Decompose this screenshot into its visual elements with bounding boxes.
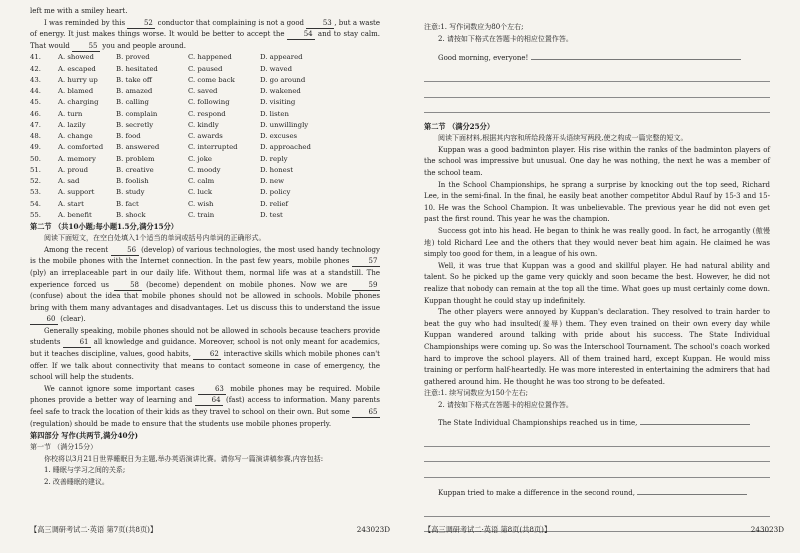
answer-option[interactable]: C. happened xyxy=(188,53,232,62)
question-number: 54. xyxy=(30,199,41,208)
story-paragraph: Kuppan was a good badminton player. His rise within the ranks of the badminton players of the school was impressive but unusual. One day he was nothing, the next he was a member of the school team. xyxy=(424,145,770,178)
passage-text: (develop) of various technologies, the most used handy technology is the mobile phones with the Internet connection. In the past few years, mobile phones xyxy=(30,245,380,266)
answer-option[interactable]: C. awards xyxy=(188,132,223,141)
answer-option[interactable]: B. shock xyxy=(116,210,146,219)
question-number: 46. xyxy=(30,109,41,118)
blank-54[interactable]: 54 xyxy=(287,30,315,40)
answer-option[interactable]: D. test xyxy=(260,210,283,219)
writing-line[interactable] xyxy=(424,431,770,447)
writing-line[interactable] xyxy=(424,501,770,517)
answer-option[interactable]: C. kindly xyxy=(188,120,219,129)
answer-option[interactable]: A. start xyxy=(58,199,84,208)
part4-title: 第四部分 写作(共两节,满分40分) xyxy=(30,431,139,441)
answer-option[interactable]: D. approached xyxy=(260,143,311,152)
passage-text: , but a waste of energy. It just makes things worse. It would be better to accept the xyxy=(30,18,381,39)
question-number: 48. xyxy=(30,132,41,141)
section2-instruction: 阅读下面短文，在空白处填入1个适当的单词或括号内单词的正确形式。 xyxy=(44,234,266,243)
passage-text: (confuse) about the idea that mobile phones should not be allowed in schools. Mobile phones bring with them many advantages and disadvantages. Let us discuss this to understand the issue xyxy=(30,292,380,312)
section2-instruction: 阅读下面材料,根据其内容和所给段落开头语续写两段,使之构成一篇完整的短文。 xyxy=(438,134,688,143)
answer-option[interactable]: C. paused xyxy=(188,64,223,73)
writing-task: 你校将以3月21日世界睡眠日为主题,举办英语演讲比赛。请你写一篇演讲稿参赛,内容包括: xyxy=(44,454,324,463)
story-paragraph: Success got into his head. He began to think he was really good. In fact, he arrogantly (傲慢地) told Richard Lee and the others that they would never beat him again. He claimed he was simply too good for them, in a league of his own. xyxy=(424,227,770,259)
answer-option[interactable]: D. excuses xyxy=(260,132,298,141)
continuation-start-1: The State Individual Championships reached us in time, xyxy=(424,416,770,430)
section1-title: 第一节 （满分15分） xyxy=(30,443,98,452)
note-continue-count: 注意:1. 续写词数应为150个左右; xyxy=(424,389,528,398)
blank-65[interactable]: 65 xyxy=(352,408,380,418)
answer-option[interactable]: D. policy xyxy=(260,188,291,197)
answer-option[interactable]: B. foolish xyxy=(116,177,149,186)
answer-option[interactable]: D. unwillingly xyxy=(260,120,309,129)
continuation-start-2: Kuppan tried to make a difference in the second round, xyxy=(424,486,770,500)
answer-option[interactable]: B. secretly xyxy=(116,120,154,129)
answer-option[interactable]: D. go around xyxy=(260,75,306,84)
passage-text: (regulation) should be made to ensure that the students use mobile phones properly. xyxy=(30,419,332,428)
question-number: 43. xyxy=(30,75,41,84)
passage-text: interactive skills which mobile phones can't offer. If we talk about connectivity that means to contact someone in case of emergency, the school will help the students. xyxy=(30,350,380,382)
writing-line[interactable] xyxy=(424,67,770,83)
answer-option[interactable]: B. complain xyxy=(116,109,158,118)
intro-line: left me with a smiley heart. xyxy=(30,7,128,15)
blank-62[interactable]: 62 xyxy=(193,350,221,360)
writing-area-1[interactable] xyxy=(424,67,770,114)
blank-58[interactable]: 58 xyxy=(114,281,142,291)
answer-option[interactable]: D. listen xyxy=(260,109,289,118)
passage-text: I was reminded by this xyxy=(44,18,128,27)
answer-option[interactable]: C. moody xyxy=(188,165,221,174)
answer-option[interactable]: D. wakened xyxy=(260,87,301,96)
note-word-count: 注意:1. 写作词数应为80个左右; xyxy=(424,23,524,31)
question-number: 41. xyxy=(30,53,41,62)
answer-option[interactable]: C. luck xyxy=(188,188,213,197)
passage-text: (clear). xyxy=(58,315,86,324)
passage-text: mobile phones may be required. Mobile phones provide a better way of learning and xyxy=(30,384,380,405)
story-paragraph: In the School Championships, he sprang a surprise by knocking out the top seed, Richard Lee, in the semi-final. In the final, he easily beat another competitor Abdul Rauf by 15-3 and 15-10. He was the School Champion. It was unbelievable. The previous year he did not even get past the first round. This year he was the champion. xyxy=(424,180,770,224)
answer-option[interactable]: B. study xyxy=(116,188,145,197)
passage-text: and to stay calm. That would xyxy=(30,30,380,50)
passage-text: all knowledge and guidance. Moreover, school is not only meant for academics, but it teaches discipline, values, good habits, xyxy=(30,338,380,359)
blank-61[interactable]: 61 xyxy=(63,338,91,348)
blank-63[interactable]: 63 xyxy=(198,385,226,395)
blank-59[interactable]: 59 xyxy=(352,281,380,291)
question-number: 49. xyxy=(30,143,41,152)
blank-55[interactable]: 55 xyxy=(72,42,100,52)
answer-option[interactable]: C. saved xyxy=(188,87,218,96)
passage-text: (ply) an irreplaceable part in our daily life. Without them, normal life was at a standstill. The experience forced us xyxy=(30,268,380,289)
answer-option[interactable]: B. take off xyxy=(116,75,152,84)
answer-option[interactable]: C. interrupted xyxy=(188,143,238,152)
footer-code: 243023D xyxy=(356,525,390,534)
passage-text: (fast) access to information. Many parents feel safe to track the location of their kids as they travel to school on their own. But some xyxy=(30,396,380,417)
passage-text: conductor that complaining is not a good xyxy=(155,18,307,27)
passage-paragraph-b xyxy=(30,326,380,384)
answer-option[interactable]: D. new xyxy=(260,177,285,186)
section2-title: 第二节 （满分25分） xyxy=(424,122,495,132)
question-number: 47. xyxy=(30,120,41,129)
answer-option[interactable]: B. proved xyxy=(116,53,150,62)
answer-option[interactable]: B. problem xyxy=(116,154,155,163)
answer-option[interactable]: A. comforted xyxy=(58,143,104,152)
answer-option[interactable]: D. honest xyxy=(260,165,294,174)
answer-option[interactable]: D. reply xyxy=(260,154,288,163)
answer-option[interactable]: A. showed xyxy=(58,53,94,62)
footer-title: 【高三调研考试二·英语 第8页(共8页)】 xyxy=(424,525,552,534)
answer-option[interactable]: A. proud xyxy=(58,165,89,174)
section2-title: 第二节 （共10小题;每小题1.5分,满分15分） xyxy=(30,222,178,232)
passage-paragraph-a xyxy=(30,245,380,326)
writing-line[interactable] xyxy=(424,447,770,463)
answer-option[interactable]: B. fact xyxy=(116,199,139,208)
answer-option[interactable]: A. change xyxy=(58,132,93,141)
story-paragraph: Well, it was true that Kuppan was a good and skillful player. He had natural ability and talent. So he picked up the game very quickly and soon became the best. However, he did not realize that nobody can remain at the top all the time. What goes up must certainly come down. Kuppan thought he could stay up indefinitely. xyxy=(424,261,770,305)
passage-text: We cannot ignore some important cases xyxy=(44,384,199,393)
blank-52[interactable]: 52 xyxy=(127,19,155,29)
intro-paragraph xyxy=(30,18,380,53)
writing-line[interactable] xyxy=(424,82,770,98)
answer-option[interactable]: A. benefit xyxy=(58,210,92,219)
writing-line[interactable] xyxy=(424,98,770,114)
question-number: 50. xyxy=(30,154,41,163)
writing-point-2: 2. 改善睡眠的建议。 xyxy=(44,478,109,486)
answer-option[interactable]: A. support xyxy=(58,188,95,197)
answer-option[interactable]: A. blamed xyxy=(58,87,94,96)
blank-56[interactable]: 56 xyxy=(111,246,139,256)
note-format: 2. 请按如下格式在答题卡的相应位置作答。 xyxy=(438,34,573,43)
question-number: 55. xyxy=(30,210,41,219)
blank-64[interactable]: 64 xyxy=(195,396,223,406)
story-paragraph: The other players were annoyed by Kuppan's declaration. They resolved to train harder to beat the guy who had insulted(羞辱) them. They even trained on their own every day while Kuppan wandered around talking with pride about his success. The State Individual Championships were coming up. So was the Interschool Tournament. The school's coach worked hard to improve the school players. All of them trained hard, except Kuppan. He would miss training or perform half-heartedly. He was more interested in entertaining the admirers that had gathered around him. He thought he was too strong to be defeated. xyxy=(424,308,770,386)
answer-option[interactable]: A. sad xyxy=(58,177,80,186)
passage-text: you and people around. xyxy=(100,41,186,50)
right-page xyxy=(400,0,800,553)
writing-line[interactable] xyxy=(531,51,741,60)
answer-option[interactable]: D. appeared xyxy=(260,53,303,62)
question-number: 44. xyxy=(30,87,41,96)
writing-point-1: 1. 睡眠与学习之间的关系; xyxy=(44,466,126,475)
right-footer xyxy=(424,525,784,535)
blank-53[interactable]: 53 xyxy=(306,19,334,29)
answer-option[interactable]: B. food xyxy=(116,132,141,141)
left-footer xyxy=(30,525,390,535)
answer-option[interactable]: A. hurry up xyxy=(58,75,98,84)
answer-option[interactable]: B. amazed xyxy=(116,87,153,96)
answer-option[interactable]: A. lazily xyxy=(58,120,86,129)
question-number: 42. xyxy=(30,64,41,73)
writing-line[interactable] xyxy=(424,462,770,478)
writing-line[interactable] xyxy=(637,486,747,495)
answer-option[interactable]: A. turn xyxy=(58,109,83,118)
writing-line[interactable] xyxy=(640,416,750,425)
question-number: 53. xyxy=(30,188,41,197)
answer-option[interactable]: C. joke xyxy=(188,154,212,163)
answer-option[interactable]: C. train xyxy=(188,210,215,219)
passage-paragraph-c xyxy=(30,384,380,430)
passage-text: (become) dependent on mobile phones. Now we are xyxy=(141,280,352,289)
answer-option[interactable]: C. respond xyxy=(188,109,226,118)
footer-code: 243023D xyxy=(750,525,784,534)
answer-option[interactable]: D. relief xyxy=(260,199,289,208)
answer-option[interactable]: B. creative xyxy=(116,165,154,174)
footer-title: 【高三调研考试二·英语 第7页(共8页)】 xyxy=(30,525,158,534)
answer-option[interactable]: D. visiting xyxy=(260,98,296,107)
answer-option[interactable]: A. charging xyxy=(58,98,99,107)
blank-57[interactable]: 57 xyxy=(352,257,380,267)
question-number: 52. xyxy=(30,177,41,186)
blank-60[interactable]: 60 xyxy=(30,315,58,325)
question-number: 45. xyxy=(30,98,41,107)
options-table xyxy=(30,52,380,221)
answer-option[interactable]: B. calling xyxy=(116,98,149,107)
greeting-line: Good morning, everyone! xyxy=(424,51,770,65)
note-continue-format: 2. 请按如下格式在答题卡的相应位置作答。 xyxy=(438,400,573,409)
passage-text: Among the recent xyxy=(44,245,111,254)
answer-option[interactable]: A. escaped xyxy=(58,64,96,73)
answer-option[interactable]: C. calm xyxy=(188,177,215,186)
answer-option[interactable]: A. memory xyxy=(58,154,96,163)
question-number: 51. xyxy=(30,165,41,174)
passage-text: Generally speaking, mobile phones should not be allowed in schools because teachers provide students xyxy=(30,326,380,347)
answer-option[interactable]: B. answered xyxy=(116,143,160,152)
answer-option[interactable]: B. hesitated xyxy=(116,64,158,73)
answer-option[interactable]: C. wish xyxy=(188,199,214,208)
answer-option[interactable]: C. come back xyxy=(188,75,235,84)
writing-area-2[interactable] xyxy=(424,431,770,478)
answer-option[interactable]: C. following xyxy=(188,98,230,107)
answer-option[interactable]: D. waved xyxy=(260,64,293,73)
